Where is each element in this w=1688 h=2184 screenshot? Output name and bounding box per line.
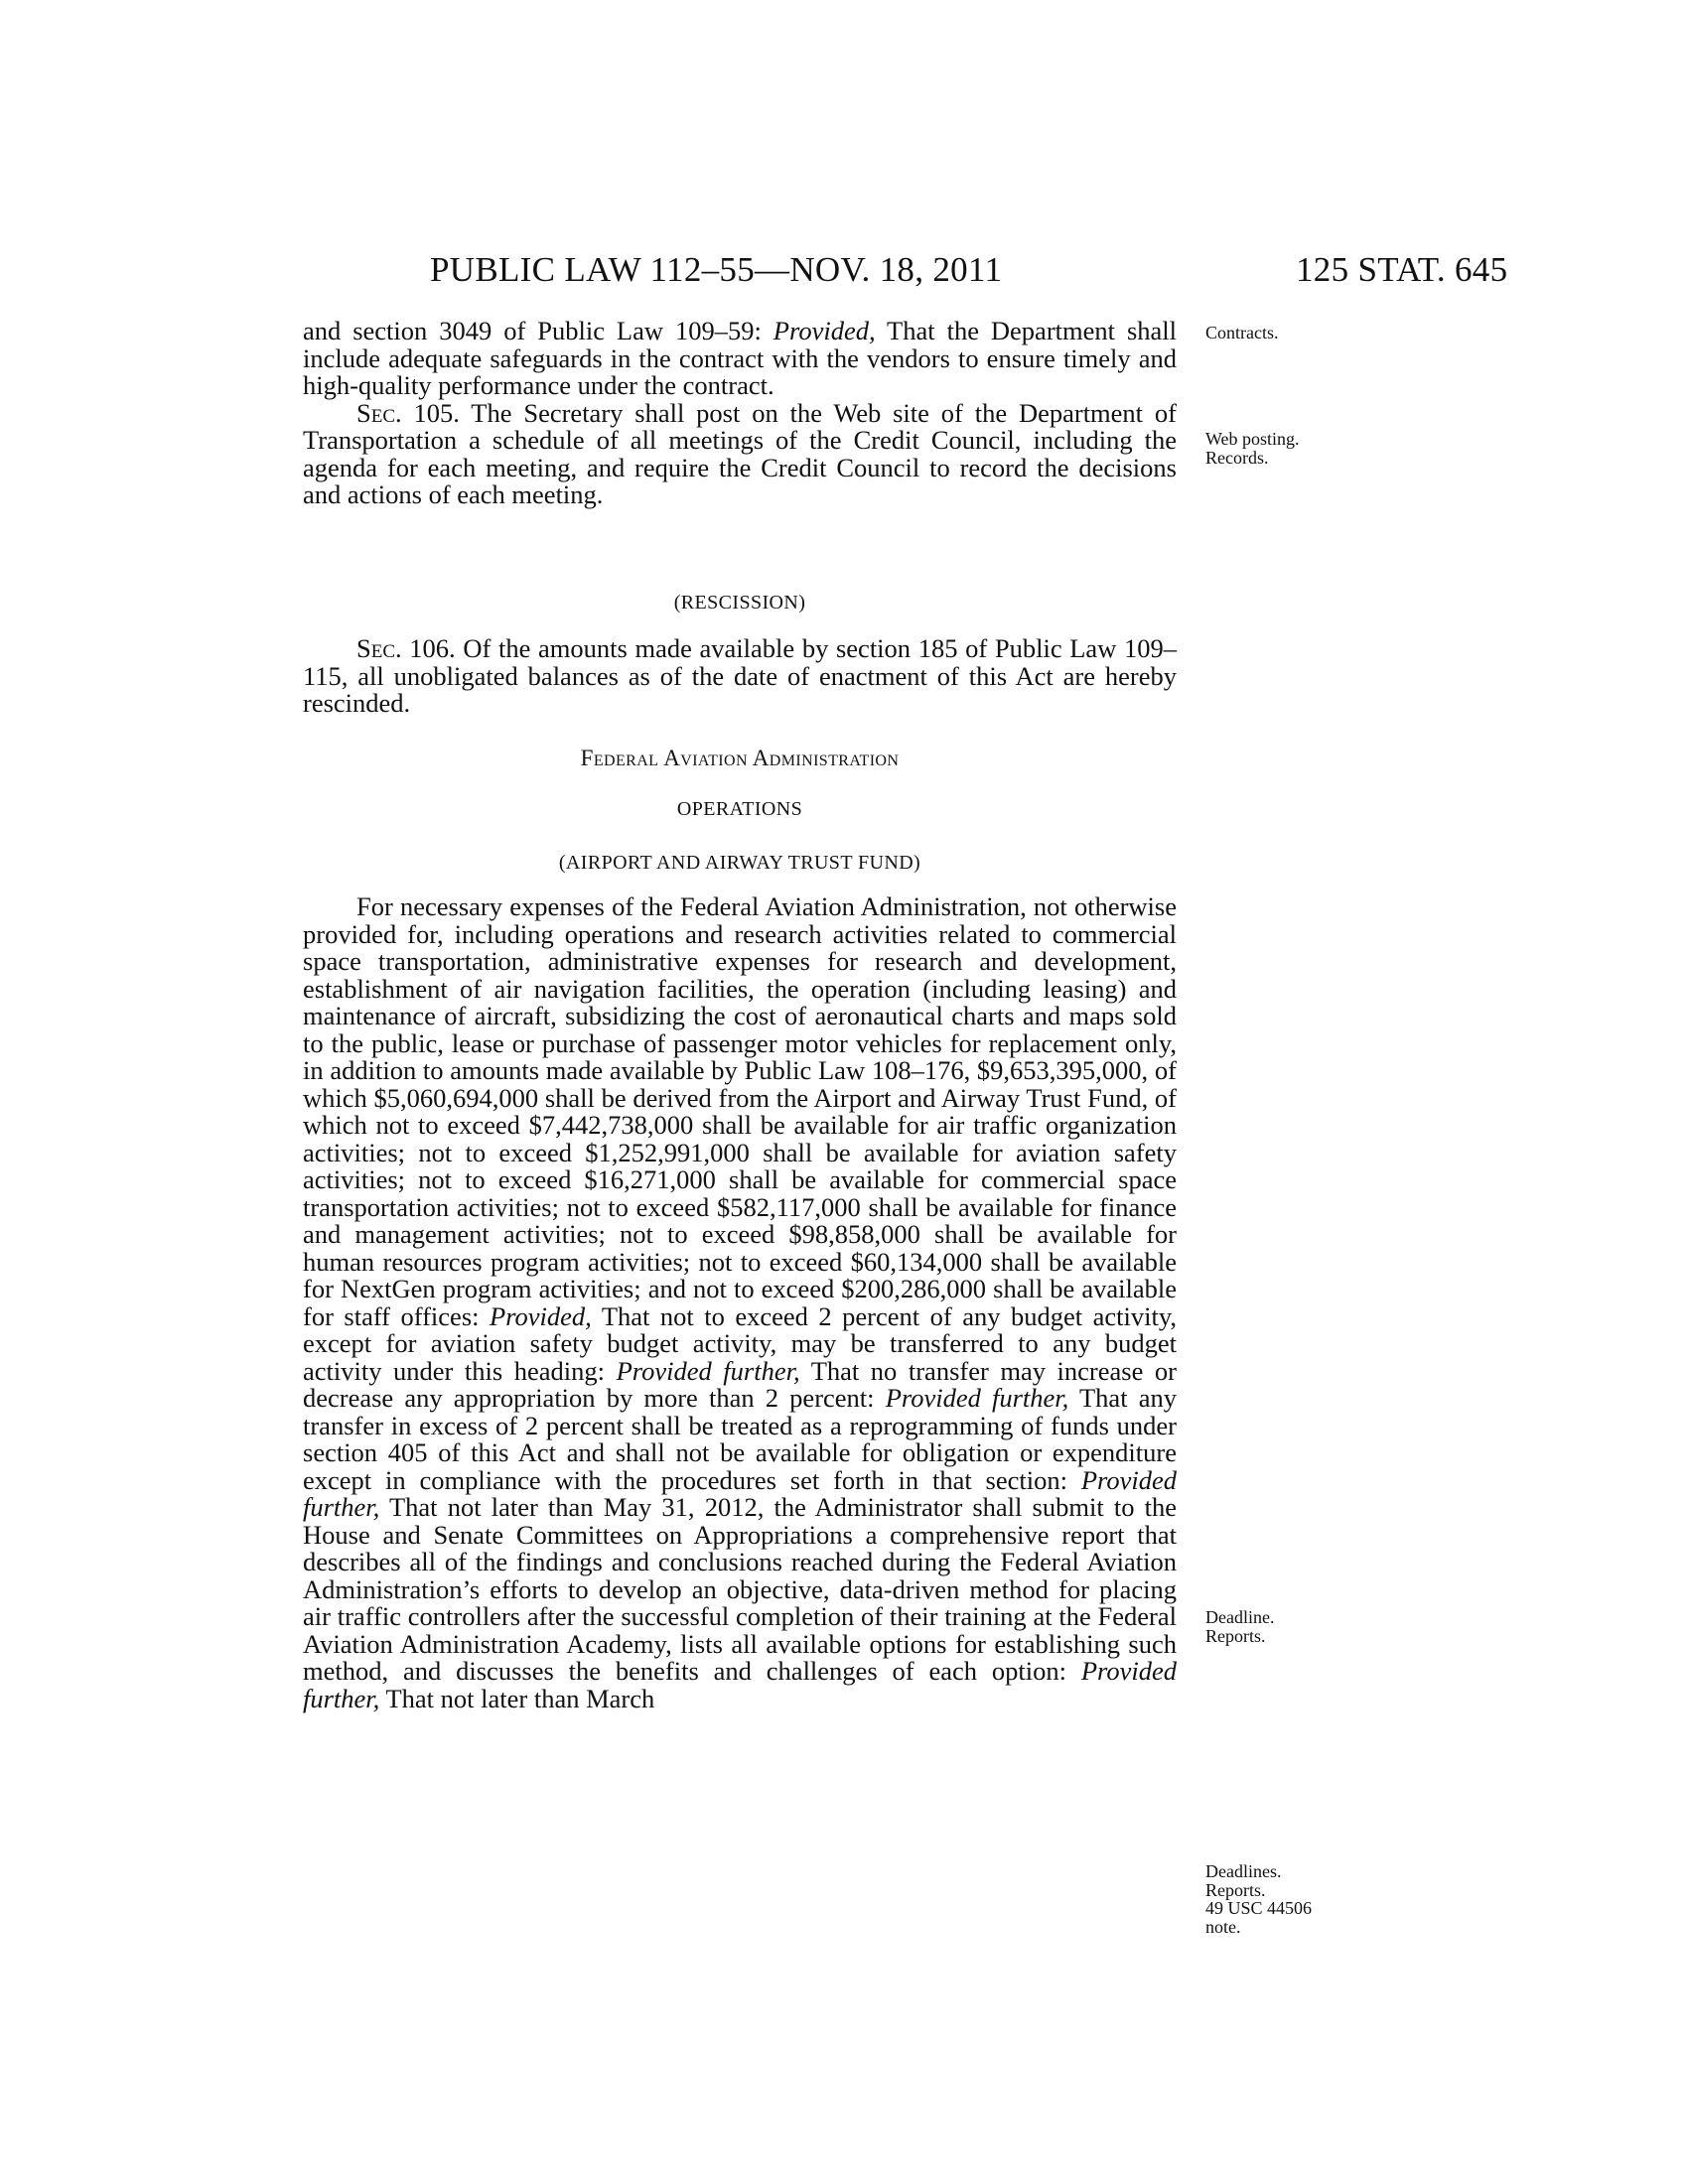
contract-paragraph: and section 3049 of Public Law 109–59: Provided, That the Department shall include adequate safeguards in the contract with the vendors to ensure timely and high-quality performance under the contract. bbox=[303, 316, 1178, 400]
margin-note-deadlines: Deadlines. Reports. 49 USC 44506 note. bbox=[1205, 1861, 1313, 1937]
page-number: 125 STAT. 645 bbox=[1296, 250, 1508, 289]
margin-note-web-posting: Web posting. Records. bbox=[1205, 429, 1300, 468]
rescission-heading: (RESCISSION) bbox=[673, 592, 806, 614]
operations-paragraph: For necessary expenses of the Federal Aviation Administration, not otherwise provided for, including operations and research activities related to commercial space transportation, administrative expenses for research and development, establishment of air navigation facilities, the operation (including leasing) and maintenance of aircraft, subsidizing the cost of aeronautical charts and maps sold to the public, lease or purchase of passenger motor vehicles for replacement only, in addition to amounts made available by Public Law 108–176, $9,653,395,000, of which $5,060,694,000 shall be derived from the Airport and Airway Trust Fund, of which not to exceed $7,442,738,000 shall be available for air traffic organization activities; not to exceed $1,252,991,000 shall be available for aviation safety activities; not to exceed $16,271,000 shall be available for commercial space transportation activities; not to exceed $582,117,000 shall be available for finance and management activities; not to exceed $98,858,000 shall be available for human resources program activities; not to exceed $60,134,000 shall be available for NextGen program activities; and not to exceed $200,286,000 shall be available for staff offices: Provided, That not to exceed 2 percent of any budget activity, except for aviation safety budget activity, may be transferred to any budget activity under this heading: Provided further, That no transfer may increase or decrease any appropriation by more than 2 percent: Provided further, That any transfer in excess of 2 percent shall be treated as a reprogramming of funds under section 405 of this Act and shall not be available for obligation or expenditure except in compliance with the procedures set forth in that section: Provided further, That not later than May 31, 2012, the Administrator shall submit to the House and Senate Committees on Appropriations a comprehensive report that describes all of the findings and conclusions reached during the Federal Aviation Administration’s efforts to develop an objective, data-driven method for placing air traffic controllers after the successful completion of their training at the Federal Aviation Administration Academy, lists all available options for establishing such method, and discusses the benefits and challenges of each option: Provided further, That not later than March bbox=[303, 891, 1178, 1713]
section-106-paragraph: Sec. 106. Of the amounts made available by section 185 of Public Law 109–115, all unobligated balances as of the date of enactment of this Act are hereby rescinded. bbox=[303, 633, 1177, 718]
faa-heading: Federal Aviation Administration bbox=[580, 746, 900, 770]
section-105-paragraph: Sec. 105. The Secretary shall post on the Web site of the Department of Transportation a schedule of all meetings of the Credit Council, including the agenda for each meeting, and require the Credit Council to record the decisions and actions of each meeting. bbox=[303, 397, 1177, 509]
operations-heading: OPERATIONS bbox=[676, 798, 803, 820]
margin-note-contracts: Contracts. bbox=[1205, 323, 1279, 342]
section-continuation bbox=[303, 318, 1177, 509]
page-header-title: PUBLIC LAW 112–55—NOV. 18, 2011 bbox=[430, 250, 1003, 289]
margin-note-deadline: Deadline. Reports. bbox=[1205, 1607, 1275, 1646]
trust-fund-heading: (AIRPORT AND AIRWAY TRUST FUND) bbox=[558, 852, 921, 874]
